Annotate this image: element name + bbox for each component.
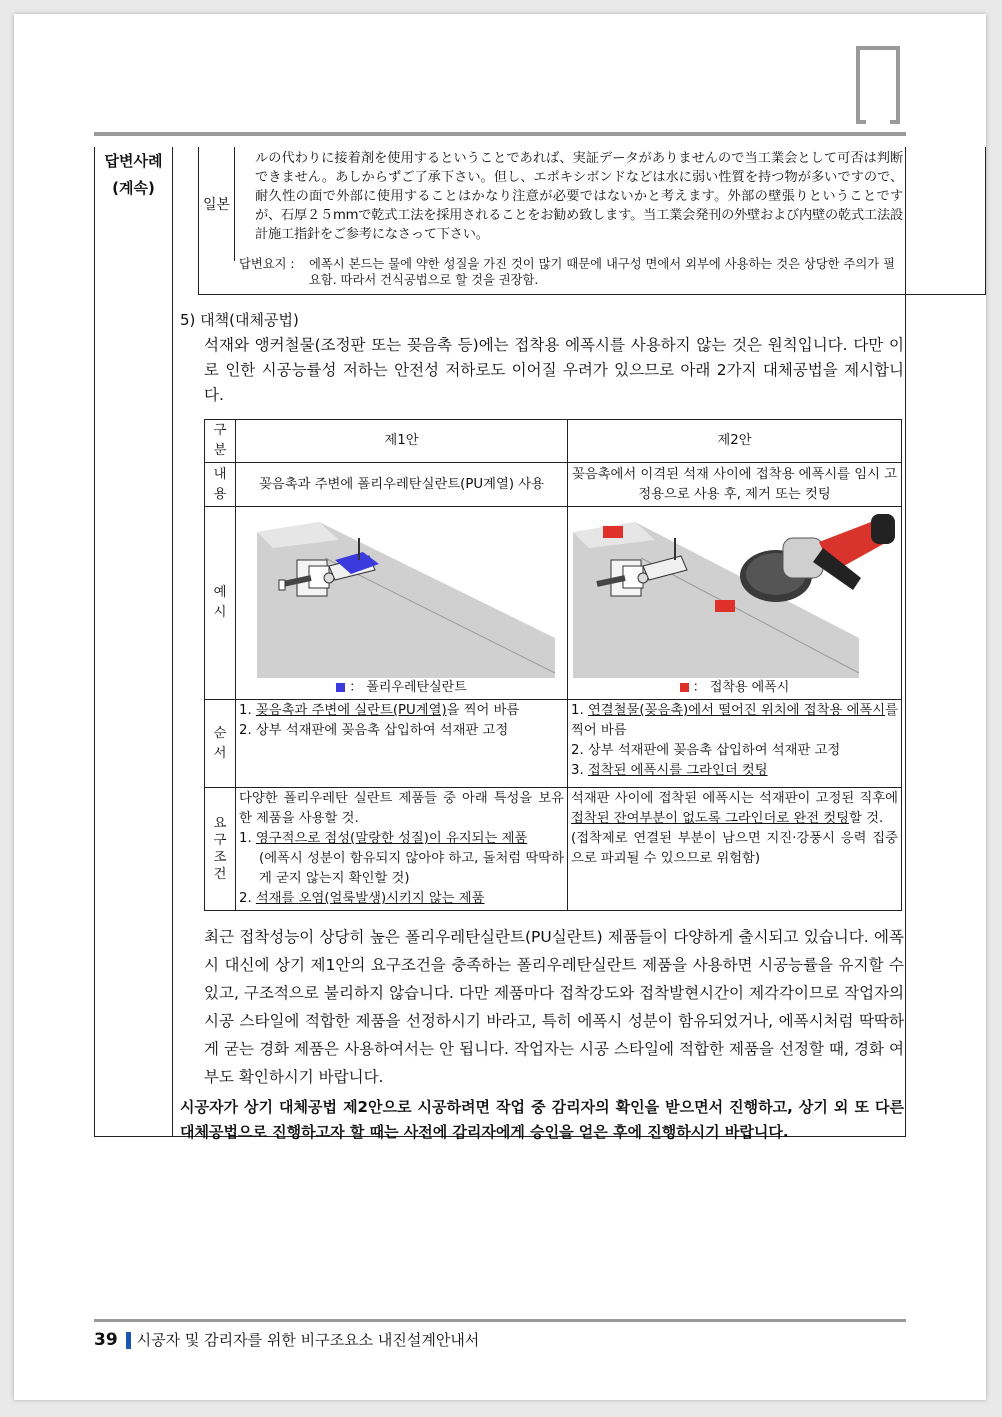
order1-step: 2. 상부 석재판에 꽂음촉 삽입하여 석재판 고정: [239, 723, 509, 738]
answer-case-box: [94, 147, 906, 1141]
example-row: [205, 507, 902, 700]
label-column: [95, 147, 173, 1136]
order2-step: 2. 상부 석재판에 꽂음촉 삽입하여 석재판 고정: [571, 743, 841, 758]
pu-sealant-swatch: [336, 683, 345, 692]
req1-intro: 다양한 폴리우레탄 실란트 제품들 중 아래 특성을 보유한 제품을 사용할 것.: [239, 791, 564, 826]
order2-step: 1. 연결철물(꽂음촉)에서 떨어진 위치에 접착용 에폭시를 찍어 바름: [571, 703, 898, 738]
footer: [94, 1329, 479, 1350]
label-continued: (계속): [112, 179, 155, 197]
example-cell-2: [568, 507, 902, 700]
legend-pu-label: ： 폴리우레탄실란트: [349, 680, 467, 695]
table-header-row: [205, 420, 902, 463]
order1-step: 1. 꽂음촉과 주변에 실란트(PU계열)을 찍어 바름: [239, 703, 520, 718]
figure-pu-sealant: [239, 508, 564, 698]
legend-epoxy-label: ： 접착용 에폭시: [692, 680, 790, 695]
legend-pu: [239, 678, 564, 698]
recommendation-paragraph: 최근 접착성능이 상당히 높은 폴리우레탄실란트(PU실란트) 제품들이 다양하게 출시되고 있습니다. 에폭시 대신에 상기 제1안의 요구조건을 충족하는 폴리우레탄실란트 제품을 사용하면 시공능률을 유지할 수 있고, 구조적으로 불리하지 않습니다. 다만 제품마다 접착강도와 접착발현시간이 제각각이므로 작업자의 시공 스타일에 적합한 제품을 선정하시기 바라고, 특히 에폭시 성분이 함유되었거나, 에폭시처럼 딱딱하게 굳는 경화 제품은 사용하여서는 안 됩니다. 작업자는 시공 스타일에 적합한 제품을 선정할 때, 경화 여부도 확인하시기 바랍니다.: [204, 928, 904, 1086]
stone-anchor-grinder-illustration: [571, 508, 897, 680]
order-cell-2: [568, 700, 902, 788]
row-label: 내용: [205, 463, 236, 507]
figure-epoxy: [571, 508, 898, 698]
section-title: 5) 대책(대체공법): [180, 311, 299, 329]
header-cell: 제1안: [236, 420, 568, 463]
requirement-row: [205, 788, 902, 911]
japan-label: 일본: [199, 147, 235, 261]
page: [14, 14, 986, 1400]
alternative-methods-table: [204, 419, 902, 911]
japan-text: ルの代わりに接着剤を使用するということであれば、実証データがありませんので当工業会として可否は判断できません。あしからずご了承下さい。但し、エポキシボンドなどは水に弱い性質を持つ物が多いですので、耐久性の面で外部に使用することはかなり注意が必要ではないかと考えます。外部の壁張りということですが、石厚２５mmで乾式工法を採用されることをお勧め致します。当工業会発刊の外壁および内壁の乾式工法設計施工指針をご参考になさって下さい。: [255, 151, 903, 242]
row-label: 요구조건: [205, 788, 236, 911]
header-cell: 제2안: [568, 420, 902, 463]
content-cell-2: 꽂음촉에서 이격된 석재 사이에 접착용 에폭시를 임시 고정용으로 사용 후, 제거 또는 컷팅: [568, 463, 902, 507]
req1-note: (에폭시 성분이 함유되지 않아야 하고, 돌처럼 딱딱하게 굳지 않는지 확인할 것): [259, 851, 564, 886]
example-cell-1: [236, 507, 568, 700]
intro-paragraph: 석재와 앵커철물(조정판 또는 꽂음촉 등)에는 접착용 에폭시를 사용하지 않는 것은 원칙입니다. 다만 이로 인한 시공능률성 저하는 안전성 저하로도 이어질 우려가 있으므로 아래 2가지 대체공법을 제시합니다.: [204, 336, 904, 404]
req2-text: 석재판 사이에 접착된 에폭시는 석재판이 고정된 직후에 접착된 잔여부분이 없도록 그라인더로 완전 컷팅할 것.: [571, 791, 898, 826]
japan-answer-box: [198, 147, 986, 295]
order-row: [205, 700, 902, 788]
approval-notice: 시공자가 상기 대체공법 제2안으로 시공하려면 작업 중 감리자의 확인을 받으면서 진행하고, 상기 외 또 다른 대체공법으로 진행하고자 할 때는 사전에 감리자에게 승인을 얻은 후에 진행하시기 바랍니다.: [180, 1098, 904, 1141]
req1-item2: 2. 석재를 오염(얼룩발생)시키지 않는 제품: [239, 891, 485, 906]
row-label: 순서: [205, 700, 236, 788]
req-cell-2: [568, 788, 902, 911]
order-cell-1: [236, 700, 568, 788]
page-number: 39: [94, 1330, 118, 1350]
content-row: [205, 463, 902, 507]
legend-epoxy: [571, 678, 898, 698]
epoxy-swatch: [680, 683, 689, 692]
row-label: 예시: [205, 507, 236, 700]
stone-anchor-illustration: [239, 508, 563, 680]
order2-step: 3. 접착된 에폭시를 그라인더 컷팅: [571, 763, 768, 778]
req1-item1: 1. 영구적으로 점성(말랑한 성질)이 유지되는 제품: [239, 831, 528, 846]
bottom-rule: [94, 1319, 906, 1322]
summary-key: 답변요지 :: [239, 257, 295, 271]
footer-bar: [126, 1332, 131, 1349]
summary-value: 에폭시 본드는 물에 약한 성질을 가진 것이 많기 때문에 내구성 면에서 외부에 사용하는 것은 상당한 주의가 필요함. 따라서 건식공법으로 할 것을 권장함.: [309, 257, 895, 287]
req-cell-1: [236, 788, 568, 911]
header-cell: 구분: [205, 420, 236, 463]
top-rule: [94, 132, 906, 136]
req2-note: (접착제로 연결된 부분이 남으면 지진·강풍시 응력 집중으로 파괴될 수 있으므로 위험함): [571, 831, 898, 866]
content-cell-1: 꽂음촉과 주변에 폴리우레탄실란트(PU계열) 사용: [236, 463, 568, 507]
label-answer-case: 답변사례: [104, 152, 163, 170]
corner-bracket-icon: [856, 46, 900, 126]
footer-title: 시공자 및 감리자를 위한 비구조요소 내진설계안내서: [136, 1331, 480, 1349]
